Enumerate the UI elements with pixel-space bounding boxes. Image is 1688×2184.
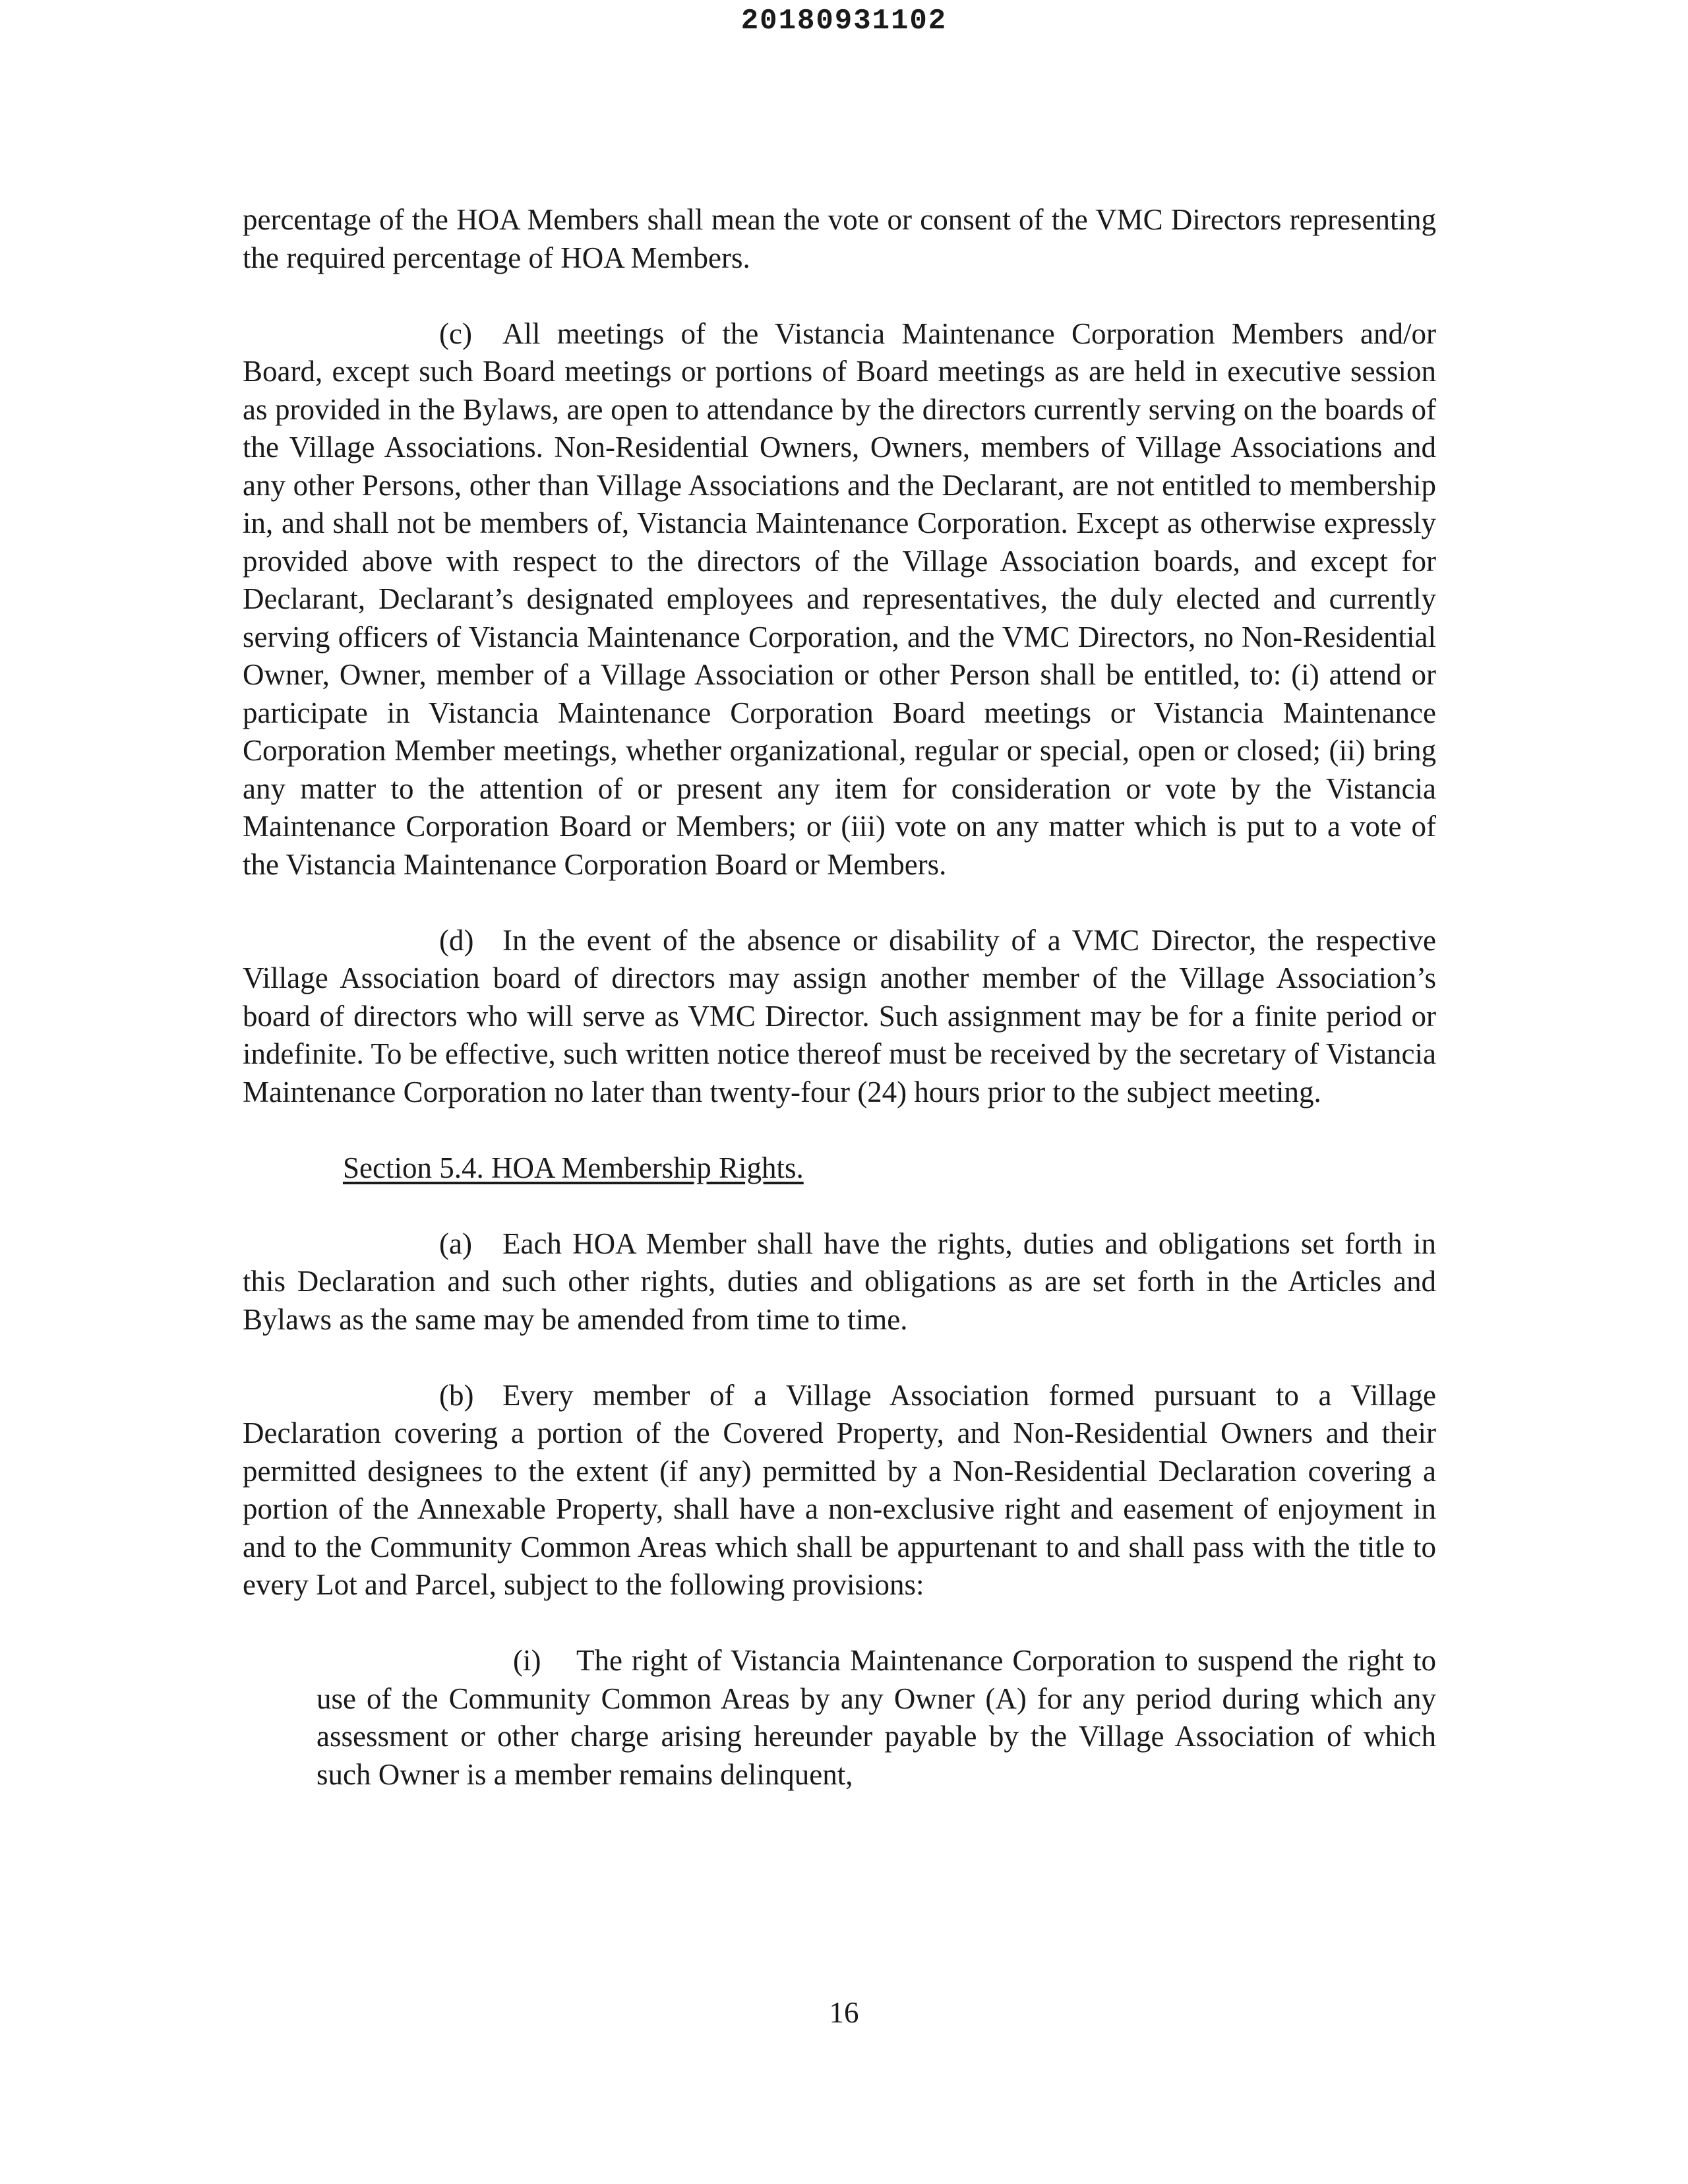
- section-5-4-heading: Section 5.4. HOA Membership Rights.: [343, 1151, 804, 1184]
- section-5-4-b-label: (b): [439, 1378, 474, 1412]
- paragraph-d: [243, 922, 1436, 1112]
- section-5-4-b-i-label: (i): [513, 1644, 541, 1677]
- section-5-4-a-text: Each HOA Member shall have the rights, duties and obligations set forth in this Declaration and such other rights, duties and obligations as are set forth in the Articles and Bylaws as the same may be amended from time to time.: [243, 1227, 1436, 1336]
- section-5-4-b-i-text: The right of Vistancia Maintenance Corporation to suspend the right to use of the Community Common Areas by any Owner (A) for any period during which any assessment or other charge arising hereunder payable by the Village Association of which such Owner is a member remains delinquent,: [316, 1644, 1436, 1791]
- paragraph-c-text: All meetings of the Vistancia Maintenance Corporation Members and/or Board, except such Board meetings or portions of Board meetings as are held in executive session as provided in the Bylaws, are open to attendance by the directors currently serving on the boards of the Village Associations. Non-Residential Owners, Owners, members of Village Associations and any other Persons, other than Village Associations and the Declarant, are not entitled to membership in, and shall not be members of, Vistancia Maintenance Corporation. Except as otherwise expressly provided above with respect to the directors of the Village Association boards, and except for Declarant, Declarant’s designated employees and representatives, the duly elected and currently serving officers of Vistancia Maintenance Corporation, and the VMC Directors, no Non-Residential Owner, Owner, member of a Village Association or other Person shall be entitled, to: (i) attend or participate in Vistancia Maintenance Corporation Board meetings or Vistancia Maintenance Corporation Member meetings, whether organizational, regular or special, open or closed; (ii) bring any matter to the attention of or present any item for consideration or vote by the Vistancia Maintenance Corporation Board or Members; or (iii) vote on any matter which is put to a vote of the Vistancia Maintenance Corporation Board or Members.: [243, 317, 1436, 881]
- paragraph-c: [243, 315, 1436, 884]
- section-5-4-a-label: (a): [439, 1227, 472, 1260]
- paragraph-c-label: (c): [439, 317, 472, 350]
- continuation-paragraph: percentage of the HOA Members shall mean the vote or consent of the VMC Directors representing the required percentage of HOA Members.: [243, 203, 1436, 274]
- section-5-4-b-text: Every member of a Village Association formed pursuant to a Village Declaration covering a portion of the Covered Property, and Non-Residential Owners and their permitted designees to the extent (if any) permitted by a Non-Residential Declaration covering a portion of the Annexable Property, shall have a non-exclusive right and easement of enjoyment in and to the Community Common Areas which shall be appurtenant to and shall pass with the title to every Lot and Parcel, subject to the following provisions:: [243, 1378, 1436, 1601]
- paragraph-d-label: (d): [439, 923, 474, 957]
- section-5-4-b-subparagraph-i: [316, 1642, 1436, 1794]
- document-body: [243, 201, 1436, 1832]
- page-number: 16: [829, 1996, 859, 2029]
- section-5-4-paragraph-b: [243, 1377, 1436, 1604]
- document-number: 20180931102: [740, 5, 948, 38]
- paragraph-d-text: In the event of the absence or disability of a VMC Director, the respective Village Association board of directors may assign another member of the Village Association’s board of directors who will serve as VMC Director. Such assignment may be for a finite period or indefinite. To be effective, such written notice thereof must be received by the secretary of Vistancia Maintenance Corporation no later than twenty-four (24) hours prior to the subject meeting.: [243, 923, 1436, 1108]
- section-5-4-paragraph-a: [243, 1225, 1436, 1339]
